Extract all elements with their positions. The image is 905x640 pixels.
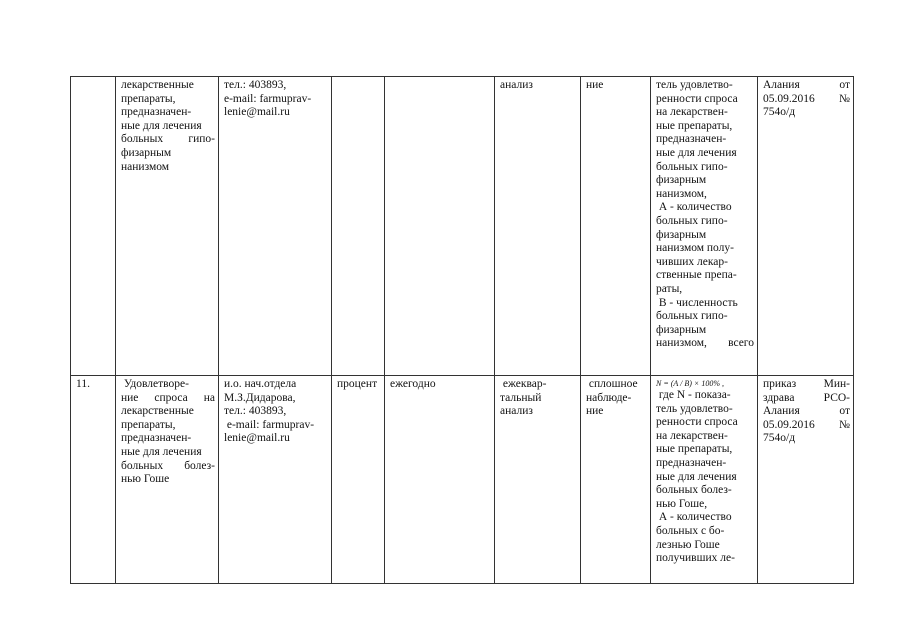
basis-cell	[758, 376, 854, 584]
basis-cell	[758, 77, 854, 376]
text-line: больных болез-	[656, 484, 732, 497]
word: 05.09.2016	[763, 418, 815, 431]
responsible-cell	[219, 376, 332, 584]
justified-line	[763, 79, 850, 93]
justified-line	[656, 337, 754, 351]
text-line: тель удовлетво-	[656, 79, 733, 91]
text-line: на лекарствен-	[656, 106, 728, 119]
text-line: ные для лечения	[121, 445, 202, 458]
justified-line	[763, 392, 850, 406]
justified-line	[763, 405, 850, 419]
justified-line	[763, 93, 850, 107]
word: спроса	[154, 391, 188, 404]
text-line: ные для лечения	[656, 470, 737, 483]
text-line: e-mail: farmuprav-	[224, 418, 315, 431]
text-line: больных гипо-	[656, 160, 728, 173]
text-line: ние	[586, 405, 604, 418]
text-line: М.З.Дидарова,	[224, 391, 296, 404]
text-line: ные препараты,	[656, 119, 733, 132]
unit-cell: процент	[332, 376, 385, 584]
text-line: ственные препа-	[656, 269, 737, 282]
text-line: лекарственные	[121, 79, 194, 91]
text-line: сплошное	[586, 378, 638, 390]
text-line: физарным	[656, 323, 707, 336]
word: РСО-	[823, 391, 850, 404]
word: 05.09.2016	[763, 92, 815, 105]
text-line: предназначен-	[656, 133, 727, 146]
formula-cell	[651, 77, 758, 376]
text-line: тель удовлетво-	[656, 402, 733, 415]
word: здрава	[763, 391, 795, 404]
text-line: физарным	[656, 228, 707, 241]
justified-line	[763, 378, 850, 392]
text-line: нанизмом полу-	[656, 242, 734, 255]
text-line: lenie@mail.ru	[224, 432, 290, 445]
frequency-cell	[385, 77, 495, 376]
text-line: на лекарствен-	[656, 429, 728, 442]
word: болез-	[184, 459, 215, 472]
method-cell: анализ	[495, 77, 581, 376]
word: от	[839, 405, 850, 418]
responsible-cell	[219, 77, 332, 376]
table-row	[71, 77, 854, 376]
text-line: тальный	[500, 391, 542, 404]
text-line: lenie@mail.ru	[224, 106, 290, 119]
word: больных	[121, 459, 164, 472]
text-line: нанизмом,	[656, 187, 707, 200]
text-line: А - количество	[656, 201, 732, 214]
text-line: тел.: 403893,	[224, 405, 287, 418]
text-line: В - численность	[656, 296, 738, 309]
text-line: ные препараты,	[656, 443, 733, 456]
word: №	[839, 92, 850, 105]
text-line: тел.: 403893,	[224, 79, 287, 91]
text-line: ренности спроса	[656, 92, 738, 105]
formula-cell	[651, 376, 758, 584]
text-line: препараты,	[121, 418, 176, 431]
document-table	[70, 76, 854, 584]
text-line: предназначен-	[121, 106, 192, 119]
text-line: получивших ле-	[656, 552, 735, 565]
text-line: Удовлетворе-	[121, 378, 189, 390]
text-line: e-mail: farmuprav-	[224, 92, 312, 105]
text-line: физарным	[121, 146, 172, 159]
row-number-cell	[71, 77, 116, 376]
word: Мин-	[823, 378, 850, 390]
justified-line	[763, 419, 850, 433]
text-line: 754о/д	[763, 432, 796, 445]
table-row	[71, 376, 854, 584]
text-line: нанизмом	[121, 160, 170, 173]
justified-line	[121, 460, 215, 474]
text-line: больных гипо-	[656, 310, 728, 323]
text-line: нью Гоше	[121, 473, 170, 486]
word: больных	[121, 133, 164, 146]
text-line: предназначен-	[121, 432, 192, 445]
method-cell	[495, 376, 581, 584]
justified-line	[121, 133, 215, 147]
text-line: ежеквар-	[500, 378, 547, 390]
text-line: больных гипо-	[656, 214, 728, 227]
formula-explanation	[656, 389, 754, 566]
text-line: наблюде-	[586, 391, 632, 404]
text-line: ные для лечения	[121, 119, 202, 132]
text-line: нью Гоше,	[656, 497, 708, 510]
word: нанизмом,	[656, 337, 707, 350]
indicator-cell	[116, 77, 219, 376]
text-line: где N - показа-	[656, 389, 731, 401]
text-line: раты,	[656, 282, 683, 295]
row-number-cell: 11.	[71, 376, 116, 584]
text-line: ренности спроса	[656, 416, 738, 429]
word: Алания	[763, 79, 800, 91]
word: приказ	[763, 378, 797, 390]
word: №	[839, 418, 850, 431]
text-line: больных с бо-	[656, 524, 725, 537]
text-line: чивших лекар-	[656, 255, 728, 268]
word: от	[839, 79, 850, 91]
text-line: физарным	[656, 174, 707, 187]
word: гипо-	[188, 133, 215, 146]
text-line: препараты,	[121, 92, 176, 105]
text-line: А - количество	[656, 511, 732, 524]
text-line: анализ	[500, 405, 533, 418]
word: на	[203, 391, 215, 404]
text-line: лезнью Гоше	[656, 538, 720, 551]
formula: N = (A / B) × 100% ,	[656, 379, 724, 388]
frequency-cell: ежегодно	[385, 376, 495, 584]
word: Алания	[763, 405, 800, 418]
unit-cell	[332, 77, 385, 376]
text-line: ные для лечения	[656, 146, 737, 159]
word: всего	[728, 337, 754, 350]
coverage-cell: ние	[581, 77, 651, 376]
text-line: предназначен-	[656, 456, 727, 469]
text-line: 754о/д	[763, 106, 796, 119]
coverage-cell	[581, 376, 651, 584]
justified-line	[121, 392, 215, 406]
word: ние	[121, 391, 139, 404]
text-line: и.о. нач.отдела	[224, 378, 297, 390]
text-line: лекарственные	[121, 405, 194, 418]
indicator-cell	[116, 376, 219, 584]
